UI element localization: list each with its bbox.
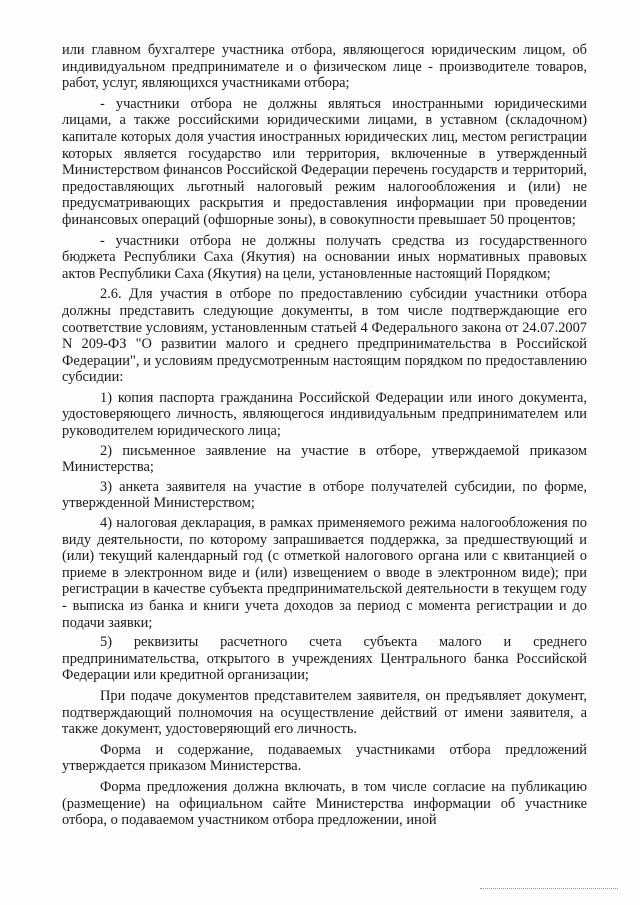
footer-dotted-line [480,888,618,889]
paragraph-2-6: 2.6. Для участия в отборе по предоставлению субсидии участники отбора должны представить следующие документы, в том числе подтверждающие его соответствие условиям, установленным статьей 4 Федерального закона от 24.07.2007 N 209-ФЗ "О развитии малого и среднего предпринимательства в Российской Федерации", и условиям предусмотренным настоящим порядком по предоставлению субсидии: [62,286,587,386]
list-item-passport: 1) копия паспорта гражданина Российской Федерации или иного документа, удостоверяющего личность, являющегося индивидуальным предпринимателем или руководителем юридического лица; [62,389,587,440]
document-body [62,42,587,833]
paragraph-proposal-form: Форма предложения должна включать, в том числе согласие на публикацию (размещение) на официальном сайте Министерства информации об участнике отбора, о подаваемом участником отбора предложении, иной [62,778,587,829]
list-item-tax-declaration: 4) налоговая декларация, в рамках применяемого режима налогообложения по виду деятельности, по которому запрашивается поддержка, за предшествующий и (или) текущий календарный год (с отметкой налогового органа или с квитанцией о приеме в электронном виде и (или) извещением о вводе в электронном виде); при регистрации в качестве субъекта предпринимательской деятельности в текущем году - выписка из банка и книги учета доходов за период с момента регистрации и до подачи заявки; [62,515,587,631]
paragraph-chief-accountant: или главном бухгалтере участника отбора, являющегося юридическим лицом, об индивидуальном предпринимателе и о физическом лице - производителе товаров, работ, услуг, являющихся участниками отбора; [62,42,587,92]
paragraph-representative: При подаче документов представителем заявителя, он предъявляет документ, подтверждающий полномочия на осуществление действий от имени заявителя, а также документ, удостоверяющий его личность. [62,687,587,738]
list-item-questionnaire: 3) анкета заявителя на участие в отборе получателей субсидии, по форме, утвержденной Министерством; [62,478,587,512]
paragraph-foreign-entities: - участники отбора не должны являться иностранными юридическими лицами, а также российскими юридическими лицами, в уставном (складочном) капитале которых доля участия иностранных юридических лиц, местом регистрации которых является государство или территория, включенные в утвержденный Министерством финансов Российской Федерации перечень государств и территорий, предоставляющих льготный налоговый режим налогообложения и (или) не предусматривающих раскрытия и предоставления информации при проведении финансовых операций (офшорные зоны), в совокупности превышает 50 процентов; [62,95,587,228]
list-item-bank-details: 5) реквизиты расчетного счета субъекта малого и среднего предпринимательства, открытого в учреждениях Центрального банка Российской Федерации или кредитной организации; [62,634,587,684]
paragraph-budget-funds: - участники отбора не должны получать средства из государственного бюджета Республики Саха (Якутия) на основании иных нормативных правовых актов Республики Саха (Якутия) на цели, установленные настоящий Порядком; [62,232,587,282]
paragraph-form-content: Форма и содержание, подаваемых участниками отбора предложений утверждается приказом Министерства. [62,741,587,775]
list-item-application: 2) письменное заявление на участие в отборе, утверждаемой приказом Министерства; [62,442,587,476]
